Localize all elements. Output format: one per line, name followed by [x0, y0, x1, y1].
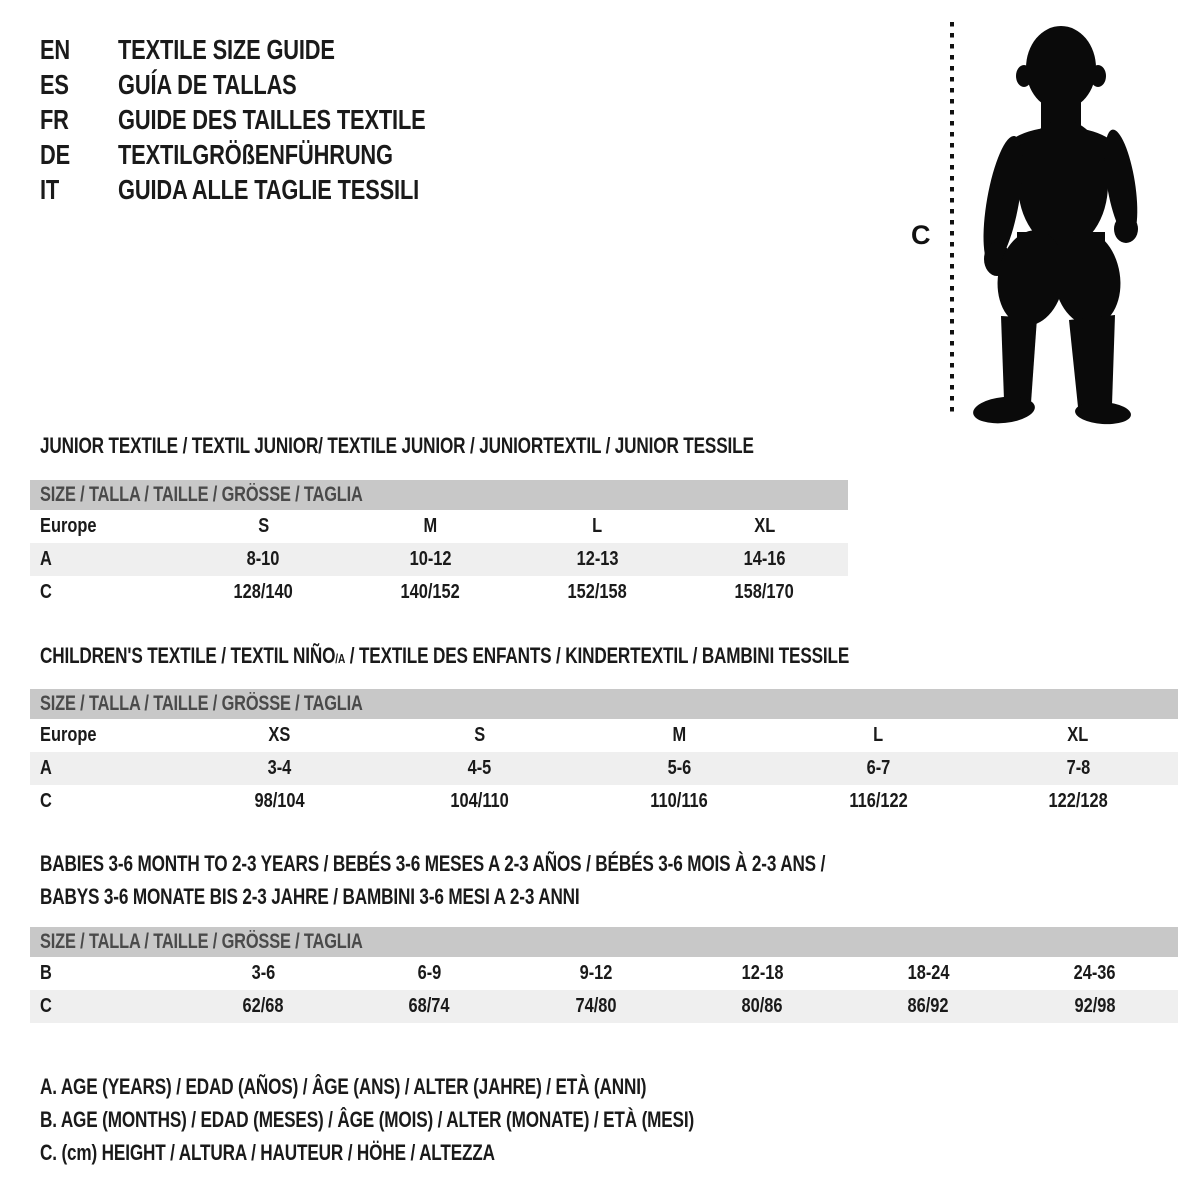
language-code-it: IT — [40, 174, 60, 205]
row-label: C — [40, 581, 52, 603]
size-cell: 158/170 — [734, 581, 795, 603]
table-row — [30, 990, 1178, 1023]
section-title-babies: BABIES 3-6 MONTH TO 2-3 YEARS / BEBÉS 3-6 MESES A 2-3 AÑOS / BÉBÉS 3-6 MOIS À 2-3 ANS / BABYS 3-6 MONATE BIS 2-3 JAHRE / BAMBINI 3-6 MESI A 2-3 ANNI — [40, 851, 826, 909]
guide-title-en: TEXTILE SIZE GUIDE — [118, 34, 335, 65]
size-cell: 116/122 — [849, 790, 908, 812]
size-cell: 122/128 — [1048, 790, 1108, 812]
legend-block — [40, 1070, 878, 1169]
table-row — [30, 543, 848, 576]
height-measure-label: C — [911, 220, 931, 250]
size-cell: 74/80 — [575, 995, 617, 1017]
table-row — [30, 957, 1178, 990]
guide-title-it: GUIDA ALLE TAGLIE TESSILI — [118, 174, 420, 205]
size-cell: 62/68 — [242, 995, 284, 1017]
junior-size-table — [30, 480, 848, 609]
size-table-header: SIZE / TALLA / TAILLE / GRÖSSE / TAGLIA — [30, 480, 848, 510]
language-title-block — [40, 32, 512, 207]
baby-height-figure — [905, 14, 1165, 426]
size-cell: 18-24 — [907, 962, 950, 984]
size-cell: 92/98 — [1074, 995, 1116, 1017]
table-row — [30, 752, 1178, 785]
children-size-table — [30, 689, 1178, 818]
section-title-children: CHILDREN'S TEXTILE / TEXTIL NIÑO/A / TEXTILE DES ENFANTS / KINDERTEXTIL / BAMBINI TESSILE — [40, 643, 850, 668]
lang-row-it — [40, 172, 512, 207]
lang-row-en — [40, 32, 512, 67]
size-cell: 4-5 — [467, 757, 492, 779]
size-cell: XS — [268, 724, 291, 746]
table-row — [30, 510, 848, 543]
row-label: Europe — [40, 515, 97, 537]
language-code-fr: FR — [40, 104, 69, 135]
table-row — [30, 719, 1178, 752]
language-code-de: DE — [40, 139, 71, 170]
legend-line-b: B. AGE (MONTHS) / EDAD (MESES) / ÂGE (MOIS) / ALTER (MONATE) / ETÀ (MESI) — [40, 1107, 695, 1132]
section-title-junior: JUNIOR TEXTILE / TEXTIL JUNIOR/ TEXTILE JUNIOR / JUNIORTEXTIL / JUNIOR TESSILE — [40, 433, 754, 458]
size-cell: M — [423, 515, 438, 537]
size-table-header: SIZE / TALLA / TAILLE / GRÖSSE / TAGLIA — [30, 927, 1178, 957]
size-cell: 104/110 — [450, 790, 509, 812]
guide-title-es: GUÍA DE TALLAS — [118, 69, 297, 100]
size-table-header: SIZE / TALLA / TAILLE / GRÖSSE / TAGLIA — [30, 689, 1178, 719]
size-cell: 140/152 — [400, 581, 461, 603]
baby-silhouette-icon — [972, 26, 1144, 426]
size-cell: L — [592, 515, 603, 537]
row-label: C — [40, 790, 52, 812]
size-cell: 14-16 — [743, 548, 786, 570]
size-cell: L — [873, 724, 884, 746]
size-cell: S — [258, 515, 269, 537]
row-label: A — [40, 548, 52, 570]
table-row — [30, 576, 848, 609]
size-cell: 6-9 — [417, 962, 442, 984]
size-cell: S — [473, 724, 485, 746]
babies-size-table — [30, 927, 1178, 1023]
size-cell: 3-6 — [251, 962, 276, 984]
row-label: C — [40, 995, 52, 1017]
lang-row-de — [40, 137, 512, 172]
size-cell: XL — [1067, 724, 1089, 746]
lang-row-es — [40, 67, 512, 102]
size-cell: 6-7 — [866, 757, 891, 779]
row-label: B — [40, 962, 52, 984]
size-cell: 98/104 — [254, 790, 305, 812]
legend-line-a: A. AGE (YEARS) / EDAD (AÑOS) / ÂGE (ANS) / ALTER (JAHRE) / ETÀ (ANNI) — [40, 1074, 647, 1099]
size-cell: 12-13 — [576, 548, 619, 570]
size-cell: 152/158 — [567, 581, 628, 603]
lang-row-fr — [40, 102, 512, 137]
size-cell: 128/140 — [233, 581, 294, 603]
nino-a-subscript: /A — [335, 651, 346, 666]
size-cell: 10-12 — [409, 548, 452, 570]
size-cell: 80/86 — [741, 995, 783, 1017]
language-code-es: ES — [40, 69, 69, 100]
size-cell: 68/74 — [408, 995, 451, 1017]
size-cell: 86/92 — [907, 995, 949, 1017]
size-cell: 24-36 — [1073, 962, 1116, 984]
table-row — [30, 785, 1178, 818]
size-cell: 8-10 — [247, 548, 280, 570]
size-cell: 12-18 — [741, 962, 784, 984]
size-cell: 7-8 — [1066, 757, 1091, 779]
size-cell: M — [672, 724, 686, 746]
size-cell: 3-4 — [267, 757, 292, 779]
row-label: Europe — [40, 724, 97, 746]
legend-line-c: C. (cm) HEIGHT / ALTURA / HAUTEUR / HÖHE / ALTEZZA — [40, 1140, 495, 1165]
guide-title-fr: GUIDE DES TAILLES TEXTILE — [118, 104, 426, 135]
size-cell: XL — [754, 515, 775, 537]
size-cell: 9-12 — [579, 962, 613, 984]
size-cell: 5-6 — [667, 757, 691, 779]
size-cell: 110/116 — [650, 790, 708, 812]
row-label: A — [40, 757, 52, 779]
language-code-en: EN — [40, 34, 71, 65]
guide-title-de: TEXTILGRÖßENFÜHRUNG — [118, 139, 393, 170]
